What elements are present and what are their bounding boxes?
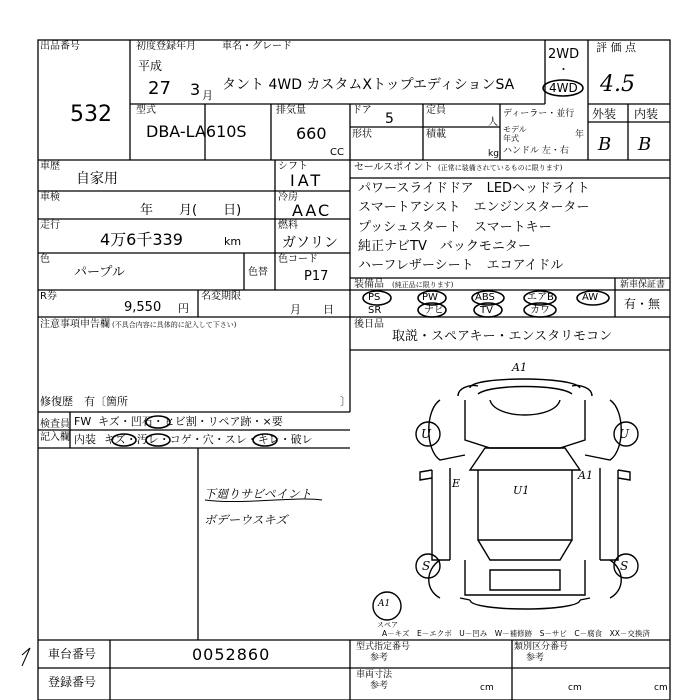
color-change-label: 色替 [248,267,268,278]
color-code-label: 色コード [278,254,318,265]
capacity-unit: 人 [488,117,498,128]
warranty-label: 新車保証書 [620,280,666,290]
size-unit-1: cm [480,683,494,693]
size-ref: 参考 [370,681,389,691]
inspector-label-1: 検査員 [40,419,70,430]
selling-line-3: プッシュスタート スマートキー [358,220,552,235]
reg-month-unit: 月 [202,89,213,102]
interior-grade: B [638,134,652,155]
load-unit: kg [488,149,499,159]
inspect-interior-label: 内装 [74,433,96,446]
load-label: 積載 [426,129,446,140]
cc-unit: CC [330,147,344,158]
mark-left-side: E [452,477,461,490]
exterior-grade: B [598,134,612,155]
reg-month: 3 [190,80,201,99]
inspect-interior-items: キズ・汚レ・コゲ・穴・スレ・キレ・破レ [104,433,313,446]
warranty-value: 有・無 [624,297,661,311]
model-year-label-2: 年式 [503,134,519,143]
equip-leather: カワ [530,305,550,316]
reg-date-label: 初度登録年月 [136,41,196,52]
ac-value: AAC [292,201,332,220]
mark-spare: A1 [378,599,391,609]
color-label: 色 [40,254,50,265]
size-unit-3: cm [654,683,668,693]
chassis-value: 0052860 [192,645,271,664]
equip-airbag: エアB [527,292,554,303]
mark-front-left-wheel: U [421,427,432,441]
class-number-label: 類別区分番号 [514,642,569,652]
ac-label: 冷房 [278,192,298,203]
mark-rear-left-wheel: S [422,559,431,573]
class-number-ref: 参考 [526,653,545,663]
selling-line-4: 純正ナビTV バックモニター [358,239,531,254]
era: 平成 [138,59,163,73]
shape-label: 形状 [352,129,372,140]
equip-ps: PS [368,292,381,303]
mark-rear-right-wheel: S [620,559,629,573]
equipment-sub: (純正品に限ります) [392,281,454,289]
exterior-label: 外装 [592,107,617,121]
notes-label: 注意事項申告欄 [40,319,110,330]
drive-2wd: 2WD [548,47,580,62]
registration-label: 登録番号 [48,675,97,689]
model-label: 型式 [136,105,156,116]
cc-label: 排気量 [276,105,306,116]
drive-separator: ・ [558,63,569,76]
lot-number: 532 [70,102,112,127]
selling-line-1: パワースライドドア LEDヘッドライト [358,181,590,196]
mark-front-bumper: A1 [512,361,527,374]
deadline-value: 月 日 [290,303,334,316]
model-year-label: モデル [503,125,527,134]
dealer-option: ディーラー・並行 [503,109,575,119]
car-diagram [373,379,638,620]
recycle-value: 9,550 [124,300,162,315]
history-label: 車歴 [40,161,60,172]
equip-sr: SR [368,305,382,316]
car-name-label: 車名・グレード [222,41,292,52]
equipment-label: 装備品 [354,279,384,290]
inspector-label-2: 記入欄 [40,432,70,443]
repair-label: 修復歴 有〔箇所 [40,395,128,408]
repair-close: 〕 [340,395,351,408]
car-name: タント 4WD カスタムXトップエディションSA [222,77,515,93]
recycle-label: R券 [40,291,57,302]
history-value: 自家用 [76,171,118,187]
equip-abs: ABS [475,292,495,303]
handwritten-note-1: 下廻りサビペイント [204,487,312,501]
type-designation-label: 型式指定番号 [356,642,411,652]
doors-label: ドア [352,105,372,116]
type-designation-ref: 参考 [370,653,389,663]
fuel-label: 燃料 [278,220,298,231]
drive-4wd: 4WD [549,81,578,95]
mileage-unit: km [224,235,242,248]
selling-label: セールスポイント [354,162,434,173]
model-year-unit: 年 [575,130,585,140]
score-value: 4.5 [600,72,635,97]
selling-line-2: スマートアシスト エンジンスターター [358,200,590,215]
damage-legend: A－キズ E－エクボ U－凹み W－補修跡 S－サビ C－腐食 XX－交換済 [382,629,650,638]
cc-value: 660 [296,124,327,143]
mark-right-side: A1 [578,469,593,482]
shift-label: シフト [278,161,308,172]
capacity-label: 定員 [426,105,446,116]
inspect-fw-items: キズ・凹石・ヒビ割・リペア跡・×要 [98,415,283,428]
mileage-label: 走行 [40,220,60,231]
handwritten-note-2: ボデーウスキズ [204,513,288,527]
chassis-label: 車台番号 [48,647,97,661]
reg-year: 27 [148,78,171,99]
interior-label: 内装 [634,107,659,121]
spare-label: スペア [377,621,398,629]
equip-tv: TV [480,305,493,316]
selling-sub: (正常に装備されているものに限ります) [438,164,563,172]
doors-value: 5 [385,111,394,127]
inspection-value: 年 月( 日) [140,203,242,218]
notes-sub: (不具合内容に具体的に記入して下さい) [112,321,237,329]
lot-label: 出品番号 [40,41,80,52]
size-label: 車両寸法 [356,670,393,680]
shift-value: IAT [290,171,324,190]
inspection-label: 車検 [40,192,60,203]
mark-roof: U1 [513,484,530,497]
accessories-value: 取説・スペアキー・エンスタリモコン [392,329,613,344]
equip-navi: ナビ [424,305,444,316]
recycle-unit: 円 [178,302,189,315]
mark-front-right-wheel: U [619,427,630,441]
equip-aw: AW [582,292,599,303]
color-value: パープル [74,265,125,280]
fuel-value: ガソリン [282,235,338,251]
inspect-fw-label: FW [74,415,92,428]
accessories-label: 後日品 [354,319,384,330]
handle-option: ハンドル 左・右 [503,146,569,156]
equip-pw: PW [422,292,438,303]
model-value: DBA-LA610S [146,122,247,141]
deadline-label: 名変期限 [201,291,241,302]
mileage-value: 4万6千339 [100,230,183,249]
color-code-value: P17 [304,269,329,284]
size-unit-2: cm [568,683,582,693]
selling-line-5: ハーフレザーシート エコアイドル [358,258,564,273]
score-label: 評 価 点 [596,41,636,54]
